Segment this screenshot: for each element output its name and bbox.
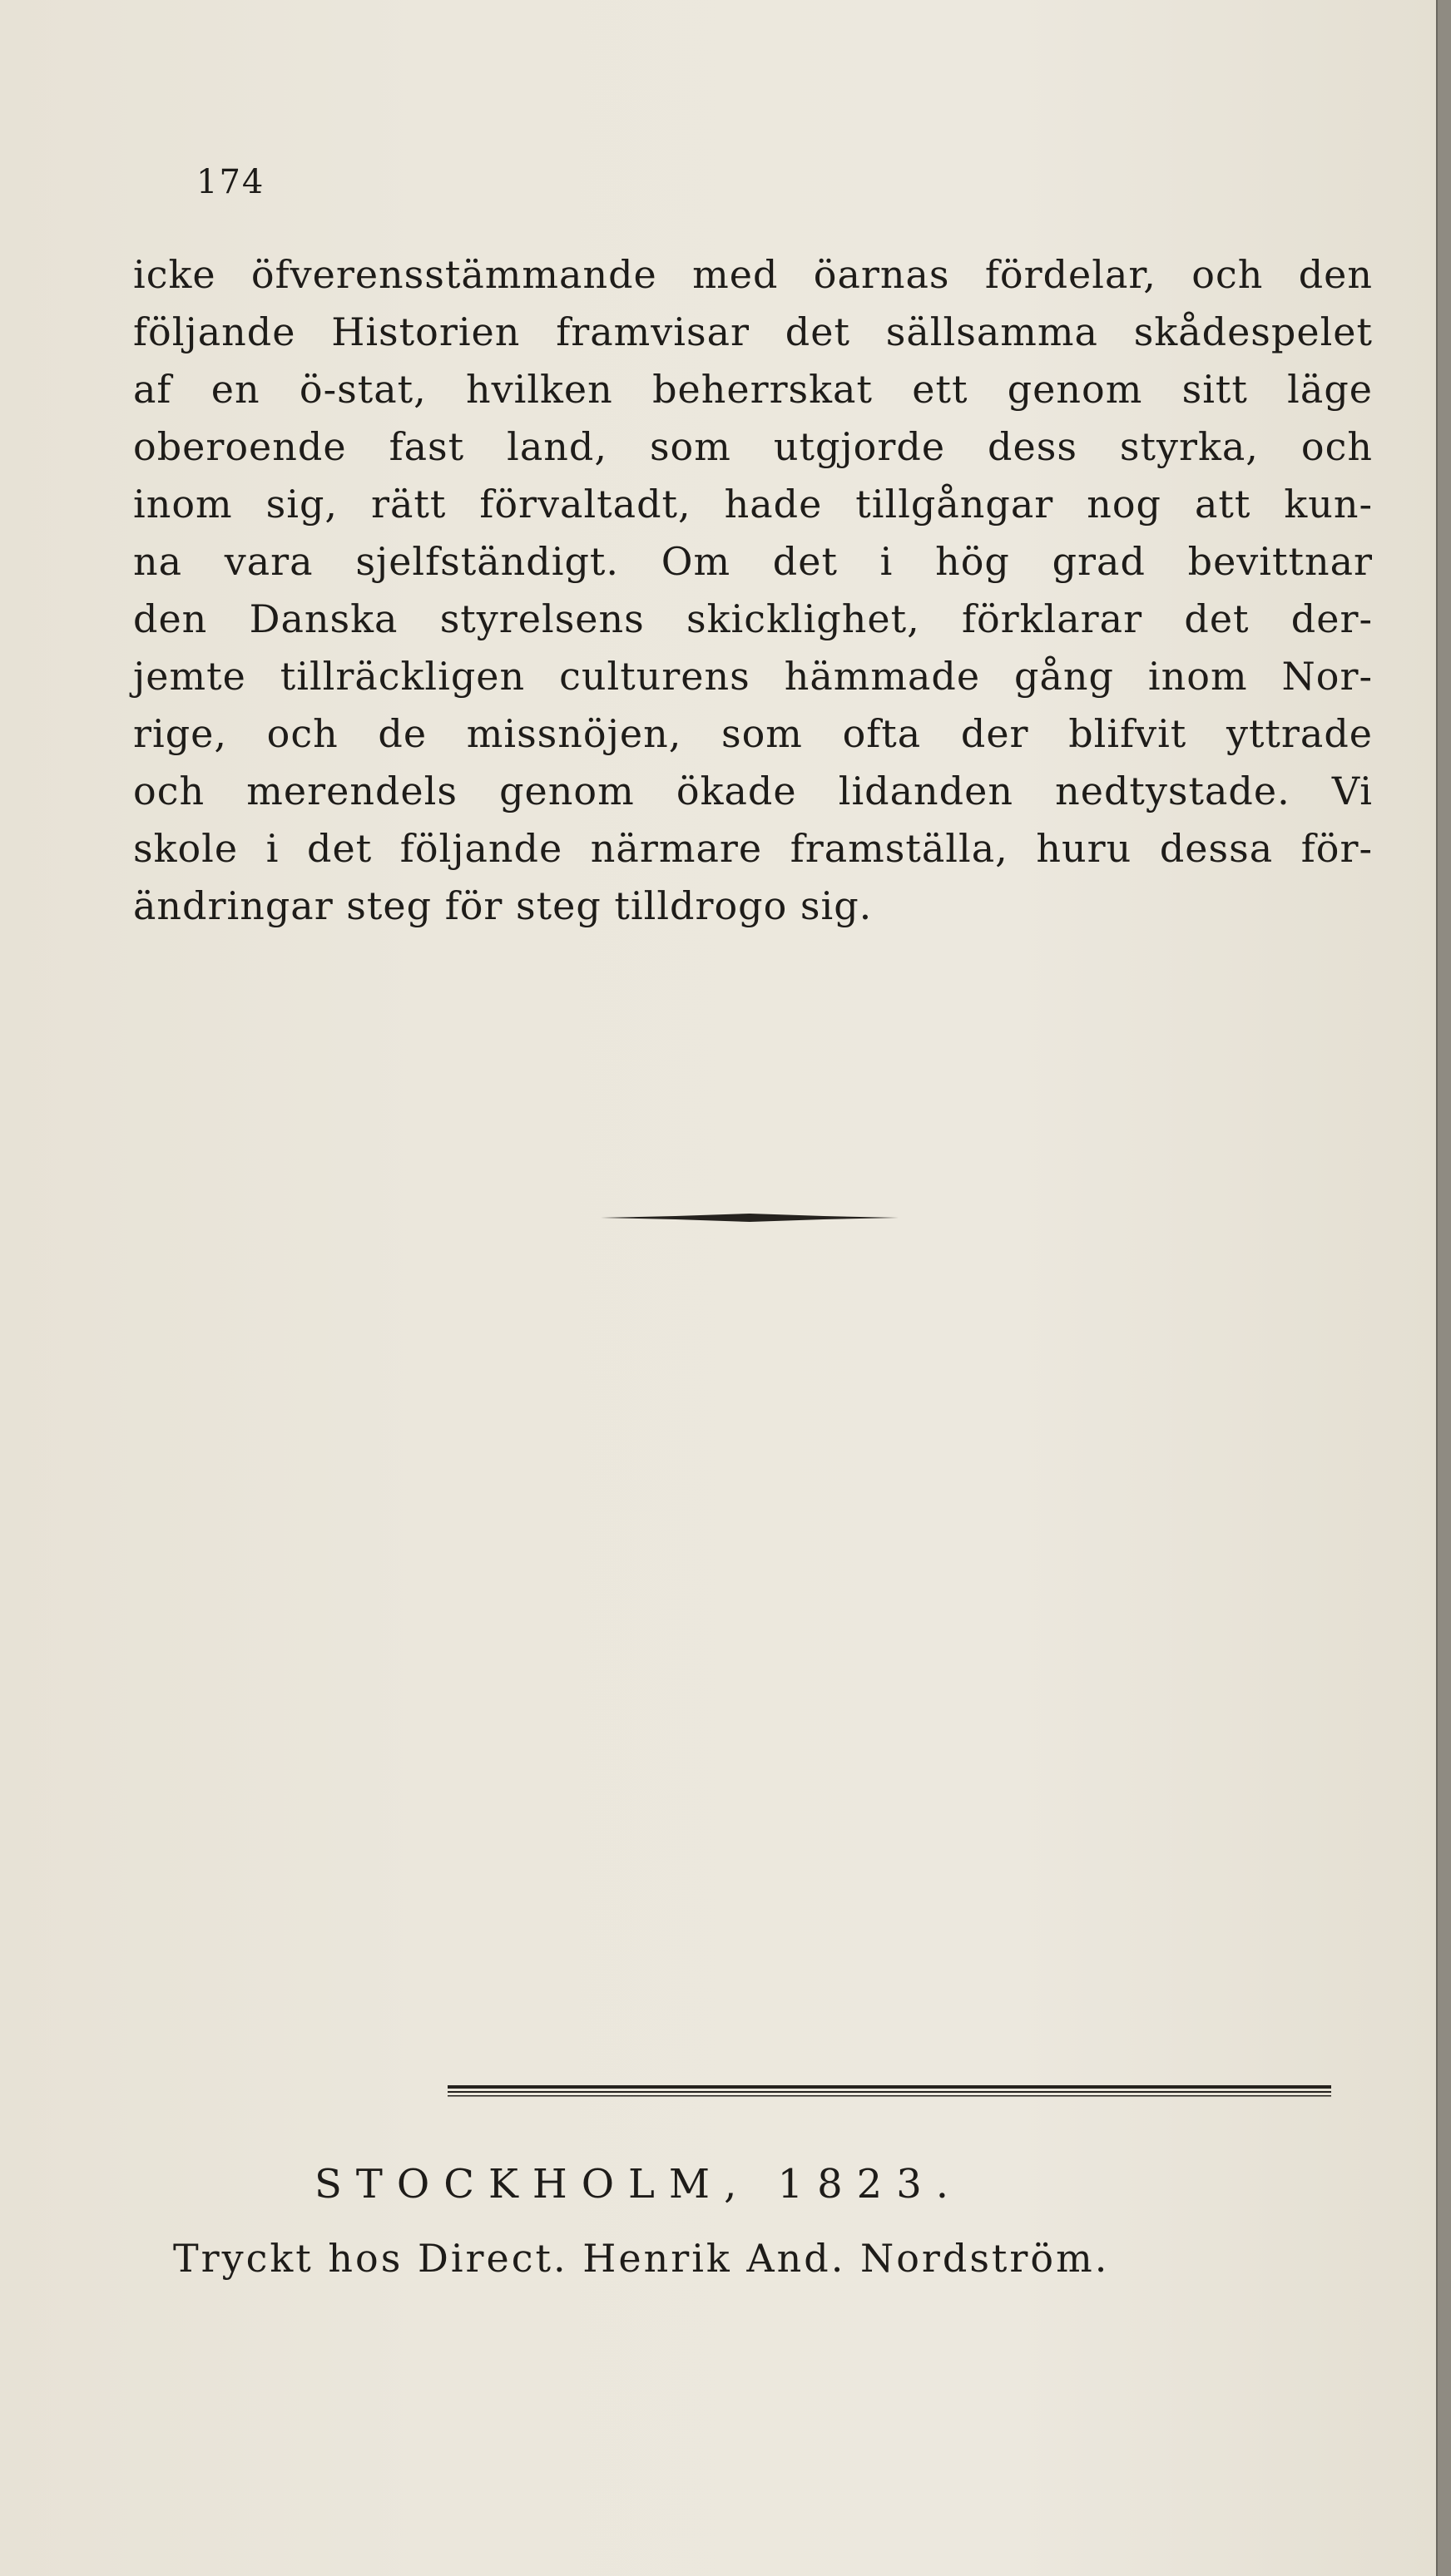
text-line: den Danska styrelsens skicklighet, förklarar det der- [133,596,1373,641]
text-line: oberoende fast land, som utgjorde dess styrka, och [133,424,1373,469]
text-line: inom sig, rätt förvaltadt, hade tillgångar nog att kun- [133,482,1373,527]
text-line: ändringar steg för steg tilldrogo sig. [133,883,873,928]
page-number: 174 [196,163,265,201]
text-line: följande Historien framvisar det sällsamma skådespelet [133,309,1373,354]
page-edge [1436,0,1451,2576]
text-line: och merendels genom ökade lidanden nedtystade. Vi [133,769,1373,813]
imprint-rule [448,2084,1331,2098]
text-line: na vara sjelfständigt. Om det i hög grad bevittnar [133,539,1373,584]
imprint-city-year: STOCKHOLM, 1823. [314,2161,963,2208]
text-line: rige, och de missnöjen, som ofta der blifvit yttrade [133,711,1373,756]
imprint-printer: Tryckt hos Direct. Henrik And. Nordström. [173,2236,1110,2281]
ornament-divider [601,1211,899,1224]
text-line: skole i det följande närmare framställa, huru dessa för- [133,826,1373,871]
text-line: af en ö-stat, hvilken beherrskat ett genom sitt läge [133,367,1373,412]
text-line: jemte tillräckligen culturens hämmade gång inom Nor- [133,654,1373,699]
body-text [133,246,1373,935]
text-line: icke öfverensstämmande med öarnas fördelar, och den [133,252,1373,297]
